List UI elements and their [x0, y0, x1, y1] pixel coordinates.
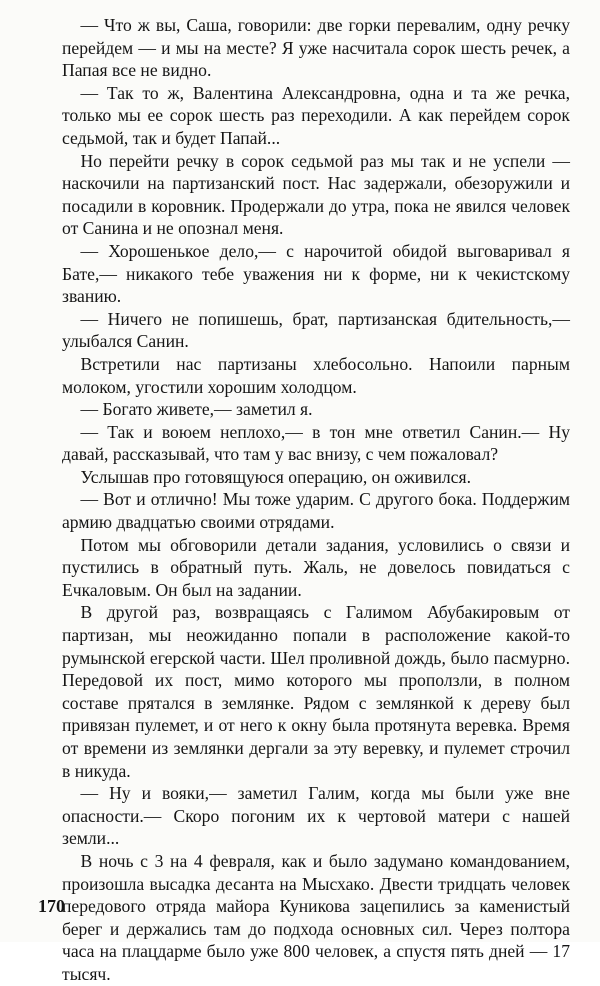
- paragraph: — Так то ж, Валентина Александровна, одна и та же речка, только мы ее сорок шесть раз переходили. А как перейдем сорок седьмой, так и будет Папай...: [62, 82, 570, 148]
- paragraph: Встретили нас партизаны хлебосольно. Напоили парным молоком, угостили хорошим холодцом.: [62, 353, 570, 397]
- paragraph: Услышав про готовящуюся операцию, он оживился.: [80, 466, 471, 487]
- paragraph: В другой раз, возвращаясь с Галимом Абубакировым от партизан, мы неожиданно попали в расположение какой-то румынской егерской части. Шел проливной дождь, было пасмурно. Передовой их пост, мимо которого мы проползли, в полном составе прятался в землянке. Рядом с землянкой к дереву был привязан пулемет, и от него к окну была протянута веревка. Время от времени из землянки дергали за эту веревку, и пулемет строчил в никуда.: [62, 602, 570, 781]
- paragraph: — Богато живете,— заметил я.: [80, 399, 313, 420]
- paragraph: В ночь с 3 на 4 февраля, как и было задумано командованием, произошла высадка десанта на Мысхако. Двести тридцать человек передового отряда майора Куникова зацепились за каменистый берег и держались там до подхода основных сил. Через полтора часа на плацдарме было уже 800 человек, а спустя пять дней — 17 тысяч.: [62, 850, 570, 984]
- paragraph: — Так и воюем неплохо,— в тон мне ответил Санин.— Ну давай, рассказывай, что там у вас внизу, с чем пожаловал?: [62, 421, 570, 465]
- paragraph: — Ну и вояки,— заметил Галим, когда мы были уже вне опасности.— Скоро погоним их к чертовой матери с нашей земли...: [62, 783, 570, 849]
- paragraph: Но перейти речку в сорок седьмой раз мы так и не успели — наскочили на партизанский пост. Нас задержали, обезоружили и посадили в коровник. Продержали до утра, пока не явился человек от Санина и не опознал меня.: [62, 150, 570, 239]
- paragraph: — Ничего не попишешь, брат, партизанская бдительность,— улыбался Санин.: [62, 308, 570, 352]
- paragraph: — Вот и отлично! Мы тоже ударим. С другого бока. Поддержим армию двадцатью своими отрядами.: [62, 489, 570, 533]
- paragraph: — Что ж вы, Саша, говорили: две горки перевалим, одну речку перейдем — и мы на месте? Я уже насчитала сорок шесть речек, а Папая все не видно.: [62, 15, 570, 81]
- paragraph: Потом мы обговорили детали задания, условились о связи и пустились в обратный путь. Жаль, не довелось повидаться с Ечкаловым. Он был на задании.: [62, 534, 570, 600]
- body-text: [62, 14, 570, 986]
- page-number: 170: [38, 896, 65, 916]
- paragraph: — Хорошенькое дело,— с нарочитой обидой выговаривал я Бате,— никакого тебе уважения ни к форме, ни к чекистскому званию.: [62, 240, 570, 307]
